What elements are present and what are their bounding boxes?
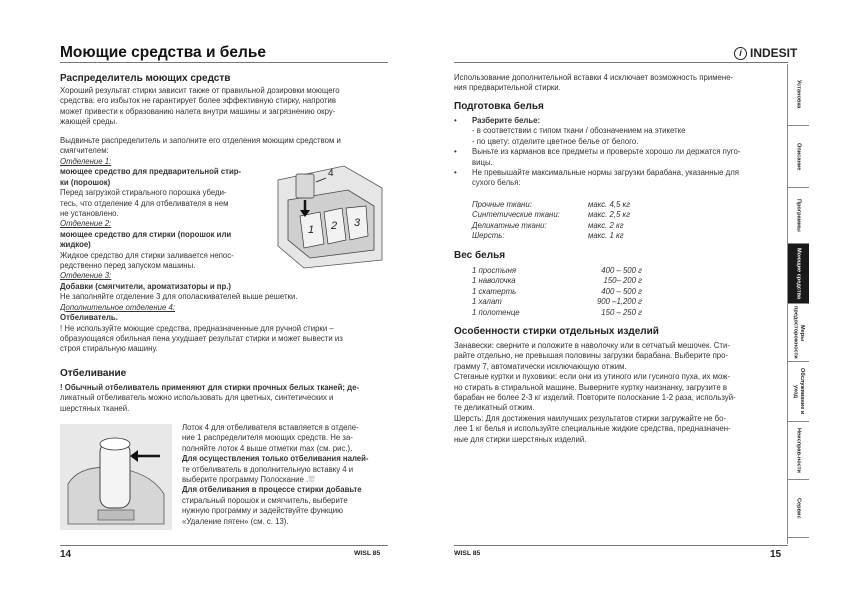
model-right: WISL 85 [454,550,481,557]
tab-label: Моющие средства [795,247,802,300]
tab-precautions[interactable] [787,304,809,362]
text-line: Использование дополнительной вставки 4 исключает возможность примене- [454,73,734,82]
laundry-prep-list [454,116,784,189]
load-type: Синтетические ткани: [472,210,560,220]
section-title-laundry-weight: Вес белья [454,250,506,261]
text-line: но стирать в стиральной машине. Выверните куртку наизнанку, загрузите в [454,382,728,392]
tab-troubleshooting[interactable] [787,422,809,480]
text-line: стиральный порошок и смягчитель, выберите [182,495,348,505]
figure-slot-2: 2 [331,220,338,232]
text-line: шерстяных тканей. [60,403,130,413]
item-weight: 900 –1,200 г [596,297,642,307]
text-line: Перед загрузкой стирального порошка убеди- [60,188,227,198]
text-line: ! Не используйте моющие средства, предназначенные для ручной стирки – [60,323,334,333]
text-line: Выньте из карманов все предметы и проверьте хорошо ли держатся пуго- [472,147,741,157]
tab-label: Описание [795,142,802,171]
text-line: образующаяся обильная пена ухудшает результат стирки и может вывести из [60,334,343,344]
load-type: Прочные ткани: [472,200,532,209]
footer-rule-left [60,545,388,546]
table-row [472,221,712,231]
header-rule-left [60,62,388,63]
compartment-list [60,157,270,282]
tab-label: Неисправ-ности [795,428,802,473]
table-row [472,231,712,241]
tab-description[interactable] [787,126,809,188]
text-line: ние 1 распределителя моющих средств. Не за- [182,433,353,443]
bullet-icon: • [454,116,457,125]
tab-service[interactable] [787,480,809,538]
item-weight: 400 – 500 г [601,266,642,275]
item-name: 1 наволочка [472,276,516,286]
section-title-dispenser: Распределитель моющих средств [60,73,231,84]
text-line: Хороший результат стирки зависит также от правильной дозировки моющего [60,86,340,95]
load-value: макс. 1 кг [588,231,624,241]
text-line: жидкое) [60,240,91,250]
tab-label: Программы [795,199,802,232]
tab-label: Сервис [795,498,802,519]
text-line: Занавески: сверните и положите в наволочку или в сетчатый мешочек. Сти- [454,341,730,350]
text-line: сухого белья: [472,178,521,188]
table-row [472,266,672,276]
text-line: средства: его избыток не гарантирует более эффективную стирку, напротив [60,96,337,106]
bleaching-paragraph-2 [182,423,388,527]
list-item [454,116,784,147]
figure-slot-3: 3 [354,217,361,229]
load-value: макс. 2 кг [588,220,624,230]
text-line: «Удаление пятен» (см. с. 13). [182,516,289,526]
item-weight: 150 – 250 г [601,307,642,317]
item-name: 1 скатерть [472,286,517,296]
text-line: Шерсть: Для достижения наилучших результатов стирки загружайте не бо- [454,413,727,423]
dispenser-illustration [274,160,386,272]
section-title-special-items: Особенности стирки отдельных изделий [454,326,659,337]
text-line: полняйте лоток 4 выше отметки max (см. рис.). [182,443,353,453]
text-line: нужную программу и задействуйте функцию [182,506,343,516]
text-line: райте отдельно, не превышая половины загрузки барабана. Выберите про- [454,351,729,361]
rinse-icon: ⛆ [308,475,315,485]
compartment-1-label: Отделение 1: [60,157,112,166]
text-line: - по цвету: отделите цветное белье от белого. [472,136,639,146]
text-line: редственно перед запуском машины. [60,261,196,271]
tab-label: Меры предосторожности [792,306,805,359]
footer-rule-right [454,545,788,546]
text-line: моющее средство для предварительной стир- [60,167,242,177]
compartment-list-wide [60,282,388,355]
section-title-laundry-prep: Подготовка белья [454,101,544,112]
text-line: ! Обычный отбеливатель применяют для стирки прочных белых тканей; де- [60,383,360,392]
text-line: смягчителем: [60,146,109,156]
tab-maintenance[interactable] [787,362,809,422]
item-name: 1 халат [472,297,502,307]
text-line: может привести к образованию налета внутри машины и загрязнению окру- [60,106,336,116]
text-line: ные для стирки шерстяных изделий. [454,434,587,444]
text-line: - в соответствии с типом ткани / обозначением на этикетке [472,126,686,136]
compartment-2-label: Отделение 2: [60,219,112,229]
compartment-4-label: Дополнительное отделение 4: [60,302,175,312]
dispenser-paragraph-1 [60,86,388,128]
page-title: Моющие средства и белье [60,44,266,61]
text-line: Стеганые куртки и пуховики: если они из утиного или гусиного пуха, их мож- [454,372,731,382]
text-line: те деликатный отжим. [454,403,535,413]
table-row [472,276,672,286]
text-line-segment: выберите программу Полоскание . [182,475,309,485]
compartment-3-label: Отделение 3: [60,271,112,281]
table-row [472,297,672,307]
item-weight: 150– 200 г [603,276,642,286]
text-line: вицы. [472,157,493,167]
bullet-icon: • [454,168,457,178]
text-line: Для отбеливания в процессе стирки добавьте [182,485,362,495]
bleach-insert-illustration [60,424,172,530]
text-line: Лоток 4 для отбеливателя вставляется в отделе- [182,423,359,432]
dispenser-paragraph-2 [60,136,388,157]
text-line: Не заполняйте отделение 3 для ополаскивателей выше решетки. [60,292,298,302]
text-line: те отбеливатель в дополнительную вставку 4 и [182,464,354,474]
table-row [472,287,672,297]
text-line: Жидкое средство для стирки заливается непос- [60,250,234,260]
text-line: Отбеливатель. [60,313,118,323]
text-line: ния предварительной стирки. [454,83,561,93]
text-line: жающей среды. [60,117,118,127]
item-weight: 400 – 500 г [601,286,642,296]
text-line: Не превышайте максимальные нормы загрузки барабана, указанные для [472,168,739,178]
table-row [472,200,712,210]
tab-detergents[interactable] [787,244,809,304]
text-line: барабан не более 2-3 кг изделий. Повторите полоскание 1-2 раза, используй- [454,393,736,403]
text-line: моющее средство для стирки (порошок или [60,229,232,239]
special-items-paragraph [454,341,784,445]
text-line [182,475,388,485]
bleaching-paragraph-1 [60,383,388,414]
item-name: 1 простыня [472,266,517,275]
text-line: Добавки (смягчители, ароматизаторы и пр.) [60,282,232,291]
intro-paragraph [454,73,784,94]
text-line: лее 1 кг белья и используйте специальные жидкие средства, предназначен- [454,424,731,434]
tab-programs[interactable] [787,188,809,244]
load-value: макс. 4,5 кг [588,200,631,209]
brand-logo [734,46,797,60]
page-number-left: 14 [60,549,72,560]
text-line: не установлено. [60,209,119,219]
load-limits-table [472,200,712,242]
page-number-right: 15 [770,549,782,560]
list-item [454,168,784,189]
load-value: макс. 2,5 кг [588,210,631,220]
model-left: WISL 85 [354,550,381,557]
text-line: ки (порошок) [60,177,111,187]
table-row [472,210,712,220]
text-line: тесь, что отделение 4 для отбеливателя в нем [60,198,229,208]
brand-name: INDESIT [750,46,798,60]
text-line: строя стиральную машину. [60,344,158,354]
text-line: Для осуществления только отбеливания налей- [182,454,369,464]
list-item [454,147,784,168]
figure-slot-1: 1 [308,224,315,236]
tab-installation[interactable] [787,64,809,126]
laundry-weight-table [472,266,672,318]
header-rule-right [454,62,788,63]
text-line: Выдвиньте распределитель и заполните его отделения моющим средством и [60,136,341,145]
load-type: Шерсть: [472,231,505,241]
tab-label: Установка [795,80,802,109]
item-name: 1 полотенце [472,307,520,317]
tab-label: Обслуживание и уход [792,368,805,415]
section-title-bleaching: Отбеливание [60,368,127,379]
text-line: грамму 7, автоматически исключающую отжим. [454,361,627,371]
i-circle-icon: i [734,47,747,60]
table-row [472,308,672,318]
text-line: Разберите белье: [472,116,541,125]
bullet-icon: • [454,147,457,157]
load-type: Деликатные ткани: [472,220,547,230]
text-line: ликатный отбеливатель можно использовать для цветных, синтетических и [60,393,334,403]
figure-label-4: 4 [328,168,334,179]
